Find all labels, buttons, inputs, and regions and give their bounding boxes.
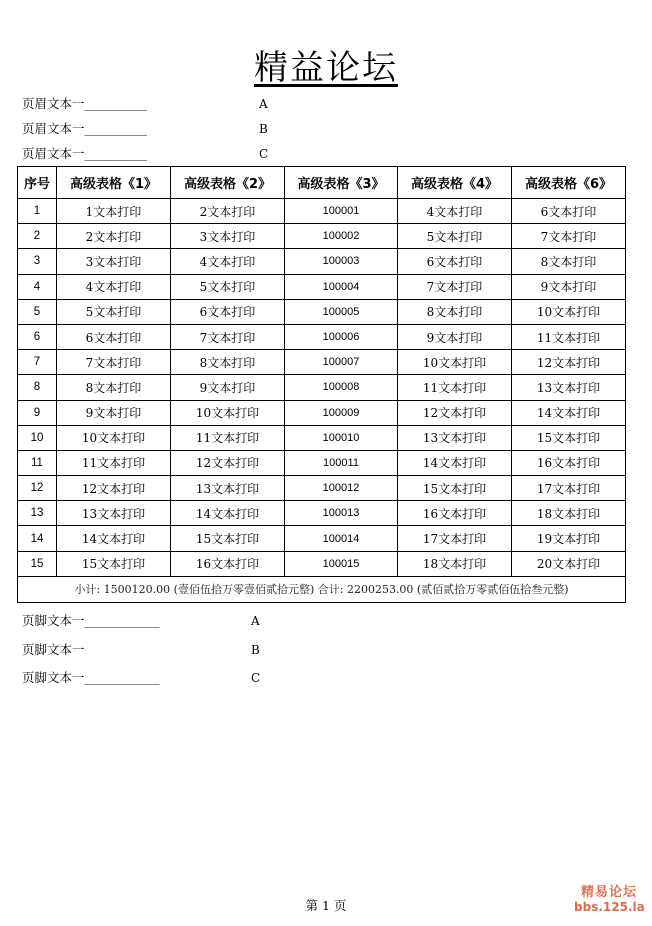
table-row (18, 375, 626, 400)
table-header-row (18, 167, 626, 199)
table-cell: 13文本打印 (171, 476, 285, 501)
column-header-seq: 序号 (18, 167, 57, 199)
table-cell: 100015 (285, 551, 398, 576)
table-cell: 8文本打印 (512, 249, 626, 274)
table-cell: 6文本打印 (57, 324, 171, 349)
table-cell: 8文本打印 (57, 375, 171, 400)
table-cell: 12文本打印 (512, 350, 626, 375)
table-cell: 12文本打印 (171, 450, 285, 475)
footer-line-value: C (251, 671, 261, 685)
watermark-line-2: bbs.125.la (574, 900, 645, 914)
table-row (18, 501, 626, 526)
table-cell: 14文本打印 (512, 400, 626, 425)
table-cell: 4文本打印 (57, 274, 171, 299)
row-seq-cell: 6 (18, 324, 57, 349)
table-cell: 7文本打印 (398, 274, 512, 299)
column-header-4: 高级表格《4》 (398, 167, 512, 199)
table-cell: 16文本打印 (398, 501, 512, 526)
row-seq-cell: 15 (18, 551, 57, 576)
table-cell: 19文本打印 (512, 526, 626, 551)
row-seq-cell: 9 (18, 400, 57, 425)
summary-row (18, 576, 626, 602)
table-cell: 3文本打印 (171, 224, 285, 249)
row-seq-cell: 2 (18, 224, 57, 249)
table-cell: 100008 (285, 375, 398, 400)
footer-line-1 (22, 612, 260, 630)
watermark (574, 886, 644, 914)
table-cell: 100007 (285, 350, 398, 375)
footer-line-3 (22, 669, 261, 687)
table-row (18, 224, 626, 249)
header-line-label: 页眉文本一__________ (22, 96, 148, 111)
table-cell: 7文本打印 (171, 324, 285, 349)
table-cell: 100001 (285, 199, 398, 224)
table-cell: 10文本打印 (398, 350, 512, 375)
table-cell: 1文本打印 (57, 199, 171, 224)
table-cell: 100006 (285, 324, 398, 349)
table-cell: 8文本打印 (171, 350, 285, 375)
header-line-value: B (259, 122, 268, 136)
table-cell: 13文本打印 (57, 501, 171, 526)
table-row (18, 199, 626, 224)
table-cell: 5文本打印 (57, 299, 171, 324)
table-row (18, 274, 626, 299)
table-cell: 4文本打印 (171, 249, 285, 274)
table-cell: 16文本打印 (512, 450, 626, 475)
table-cell: 10文本打印 (171, 400, 285, 425)
table-cell: 18文本打印 (512, 501, 626, 526)
table-cell: 14文本打印 (57, 526, 171, 551)
table-cell: 15文本打印 (512, 425, 626, 450)
table-cell: 4文本打印 (398, 199, 512, 224)
table-row (18, 350, 626, 375)
table-cell: 100013 (285, 501, 398, 526)
table-cell: 18文本打印 (398, 551, 512, 576)
row-seq-cell: 4 (18, 274, 57, 299)
footer-line-label: 页脚文本一____________ (22, 670, 160, 685)
row-seq-cell: 8 (18, 375, 57, 400)
table-cell: 15文本打印 (57, 551, 171, 576)
table-cell: 14文本打印 (398, 450, 512, 475)
table-cell: 9文本打印 (398, 324, 512, 349)
row-seq-cell: 1 (18, 199, 57, 224)
table-cell: 17文本打印 (512, 476, 626, 501)
data-table (17, 166, 626, 603)
table-cell: 100009 (285, 400, 398, 425)
table-cell: 6文本打印 (512, 199, 626, 224)
table-cell: 12文本打印 (57, 476, 171, 501)
table-cell: 20文本打印 (512, 551, 626, 576)
row-seq-cell: 14 (18, 526, 57, 551)
table-cell: 16文本打印 (171, 551, 285, 576)
table-cell: 2文本打印 (171, 199, 285, 224)
table-row (18, 299, 626, 324)
header-line-2 (22, 120, 268, 138)
summary-cell: 小计: 1500120.00 (壹佰伍拾万零壹佰贰拾元整) 合计: 2200253.00 (贰佰贰拾万零贰佰伍拾叁元整) (18, 576, 626, 602)
footer-line-label: 页脚文本一 (22, 642, 85, 657)
table-cell: 100010 (285, 425, 398, 450)
table-cell: 6文本打印 (171, 299, 285, 324)
row-seq-cell: 5 (18, 299, 57, 324)
header-line-value: C (259, 147, 269, 161)
table-cell: 3文本打印 (57, 249, 171, 274)
table-cell: 9文本打印 (512, 274, 626, 299)
row-seq-cell: 11 (18, 450, 57, 475)
table-cell: 13文本打印 (512, 375, 626, 400)
row-seq-cell: 3 (18, 249, 57, 274)
table-cell: 100004 (285, 274, 398, 299)
table-cell: 15文本打印 (171, 526, 285, 551)
header-line-label: 页眉文本一__________ (22, 121, 148, 136)
header-line-1 (22, 95, 268, 113)
row-seq-cell: 10 (18, 425, 57, 450)
footer-line-2 (22, 641, 260, 659)
table-cell: 100003 (285, 249, 398, 274)
row-seq-cell: 12 (18, 476, 57, 501)
table-cell: 100012 (285, 476, 398, 501)
table-cell: 5文本打印 (398, 224, 512, 249)
table-row (18, 400, 626, 425)
table-cell: 2文本打印 (57, 224, 171, 249)
header-line-3 (22, 145, 269, 163)
table-cell: 14文本打印 (171, 501, 285, 526)
page-number: 第 1 页 (305, 898, 347, 913)
table-cell: 11文本打印 (171, 425, 285, 450)
table-cell: 10文本打印 (57, 425, 171, 450)
table-cell: 7文本打印 (512, 224, 626, 249)
table-cell: 100005 (285, 299, 398, 324)
table-row (18, 324, 626, 349)
table-cell: 10文本打印 (512, 299, 626, 324)
table-cell: 100011 (285, 450, 398, 475)
table-cell: 11文本打印 (512, 324, 626, 349)
table-cell: 15文本打印 (398, 476, 512, 501)
table-row (18, 450, 626, 475)
table-row (18, 425, 626, 450)
table-cell: 8文本打印 (398, 299, 512, 324)
column-header-6: 高级表格《6》 (512, 167, 626, 199)
footer-line-value: B (251, 643, 260, 657)
watermark-line-1: 精易论坛 (580, 885, 637, 900)
table-row (18, 551, 626, 576)
table-cell: 9文本打印 (171, 375, 285, 400)
table-body (18, 199, 626, 577)
table-cell: 6文本打印 (398, 249, 512, 274)
table-cell: 11文本打印 (57, 450, 171, 475)
column-header-3: 高级表格《3》 (285, 167, 398, 199)
column-header-2: 高级表格《2》 (171, 167, 285, 199)
document-title (0, 40, 652, 89)
footer-line-label: 页脚文本一____________ (22, 613, 160, 628)
row-seq-cell: 13 (18, 501, 57, 526)
table-row (18, 249, 626, 274)
table-cell: 5文本打印 (171, 274, 285, 299)
row-seq-cell: 7 (18, 350, 57, 375)
header-line-value: A (259, 97, 268, 111)
table-cell: 17文本打印 (398, 526, 512, 551)
header-line-label: 页眉文本一__________ (22, 146, 148, 161)
footer-line-value: A (251, 614, 260, 628)
column-header-1: 高级表格《1》 (57, 167, 171, 199)
table-cell: 11文本打印 (398, 375, 512, 400)
table-cell: 7文本打印 (57, 350, 171, 375)
table-cell: 13文本打印 (398, 425, 512, 450)
document-title-text: 精益论坛 (254, 48, 398, 88)
table-row (18, 476, 626, 501)
table-cell: 100014 (285, 526, 398, 551)
table-row (18, 526, 626, 551)
table-cell: 9文本打印 (57, 400, 171, 425)
table-cell: 100002 (285, 224, 398, 249)
table-cell: 12文本打印 (398, 400, 512, 425)
